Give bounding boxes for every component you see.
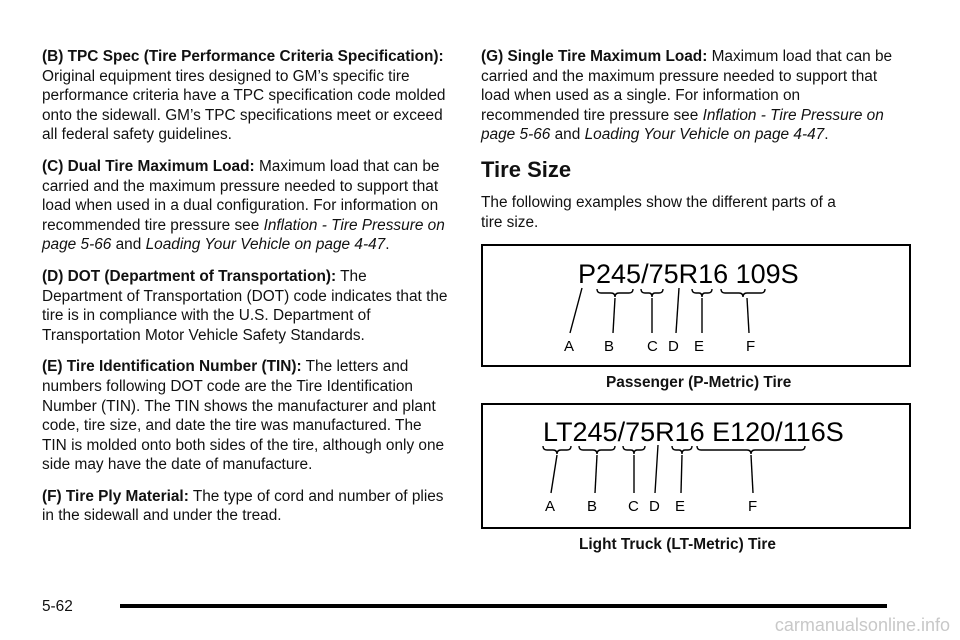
brace-e: [692, 289, 712, 297]
lt-tire-rest: 245/75R16 E120/116S: [572, 417, 844, 448]
conjunction-and: and: [115, 236, 142, 254]
letter-e: E: [675, 498, 686, 516]
paragraph-dot: [42, 267, 450, 345]
lt-tire-a: LT: [543, 417, 573, 448]
term-dot: (D) DOT (Department of Transportation):: [42, 267, 337, 285]
passenger-tire-a: P: [578, 259, 597, 290]
period: .: [385, 236, 390, 254]
leader-e: [681, 455, 682, 493]
figure-passenger-tire: [481, 244, 911, 367]
paragraph-single-load: [481, 47, 901, 145]
conjunction-and-2: and: [554, 126, 581, 144]
term-single-load: (G) Single Tire Maximum Load:: [481, 48, 708, 65]
term-tpc-spec: (B) TPC Spec (Tire Performance Criteria Specification):: [42, 48, 444, 65]
page-number: 5-62: [42, 598, 73, 615]
letter-a: A: [564, 338, 575, 356]
lt-letters: [545, 498, 757, 515]
link-inflation-pressure-2[interactable]: Inflation - Tire Pressure on page 5-66: [481, 106, 884, 144]
letter-b: B: [587, 498, 598, 516]
letter-d: D: [649, 498, 660, 516]
lt-tire-size-text: [543, 417, 844, 447]
left-column: [42, 47, 450, 538]
desc-ply-material: The type of cord and number of plies in the sidewall and under the tread.: [42, 487, 444, 525]
brace-b: [597, 289, 633, 297]
brace-c: [623, 446, 645, 454]
paragraph-ply-material: [42, 487, 450, 526]
link-loading-vehicle-2[interactable]: Loading Your Vehicle on page 4-47: [584, 126, 825, 144]
brace-f: [721, 289, 765, 297]
leader-b: [613, 298, 615, 333]
letter-e: E: [694, 338, 705, 356]
passenger-tire-size-text: [578, 259, 799, 289]
section-title-tire-size: Tire Size: [481, 156, 572, 182]
light-truck-tire-diagram: [483, 405, 909, 527]
leader-b: [595, 455, 597, 493]
brace-a: [543, 446, 571, 454]
brace-e: [672, 446, 692, 454]
figure-light-truck-tire: [481, 403, 911, 529]
leader-a: [570, 288, 582, 333]
leader-f: [751, 455, 753, 493]
caption-light-truck-tire: Light Truck (LT-Metric) Tire: [579, 536, 776, 554]
caption-passenger-tire: Passenger (P-Metric) Tire: [606, 374, 792, 392]
letter-f: F: [746, 338, 756, 356]
desc-tpc-spec: Original equipment tires designed to GM’s specific tire performance criteria have a TPC specification code molded onto the sidewall. GM’s TPC specifications meet or exceed all federal safety guidelines.: [42, 67, 446, 144]
link-loading-vehicle[interactable]: Loading Your Vehicle on page 4-47: [145, 236, 386, 254]
paragraph-intro: The following examples show the different parts of a tire size.: [481, 193, 836, 231]
desc-dot: The Department of Transportation (DOT) code indicates that the tire is in compliance with the U.S. Department of Transportation Motor Vehicle Safety Standards.: [42, 267, 448, 344]
leader-d: [676, 288, 679, 333]
leader-d: [655, 445, 658, 493]
letter-c: C: [647, 338, 658, 356]
brace-c: [641, 289, 663, 297]
paragraph-tpc-spec: [42, 47, 450, 145]
right-column: [481, 47, 901, 555]
passenger-letters: [564, 338, 755, 355]
term-tin: (E) Tire Identification Number (TIN):: [42, 358, 302, 376]
passenger-tire-rest: 245/75R16 109S: [596, 259, 799, 290]
letter-c: C: [628, 498, 639, 516]
term-dual-load: (C) Dual Tire Maximum Load:: [42, 157, 255, 175]
desc-dual-load: Maximum load that can be carried and the maximum pressure needed to support that load when used in a dual configuration. For information on recommended tire pressure see: [42, 157, 440, 234]
letter-b: B: [604, 338, 615, 356]
footer-rule: [120, 604, 887, 608]
desc-tin: The letters and numbers following DOT code are the Tire Identification Number (TIN). The TIN shows the manufacturer and plant code, tire size, and date the tire was manufactured. The TIN is molded onto both sides of the tire, although only one side may have the date of manufacture.: [42, 358, 445, 474]
link-inflation-pressure[interactable]: Inflation - Tire Pressure on page 5-66: [42, 216, 445, 254]
paragraph-dual-load: [42, 157, 450, 255]
leader-a: [551, 455, 557, 493]
brace-f: [697, 446, 805, 454]
leader-f: [747, 298, 749, 333]
period-2: .: [824, 126, 829, 144]
paragraph-tin: [42, 357, 450, 475]
passenger-braces: [597, 289, 765, 297]
lt-braces: [543, 446, 805, 454]
letter-d: D: [668, 338, 679, 356]
letter-f: F: [748, 498, 758, 516]
letter-a: A: [545, 498, 556, 516]
term-ply-material: (F) Tire Ply Material:: [42, 487, 189, 505]
watermark: carmanualsonline.info: [774, 615, 950, 635]
passenger-leaders: [570, 288, 749, 333]
passenger-tire-diagram: [483, 246, 909, 365]
brace-b: [579, 446, 615, 454]
desc-single-load: Maximum load that can be carried and the maximum pressure needed to support that load when used as a single. For information on recommended tire pressure see: [481, 48, 893, 124]
lt-leaders: [551, 445, 753, 493]
